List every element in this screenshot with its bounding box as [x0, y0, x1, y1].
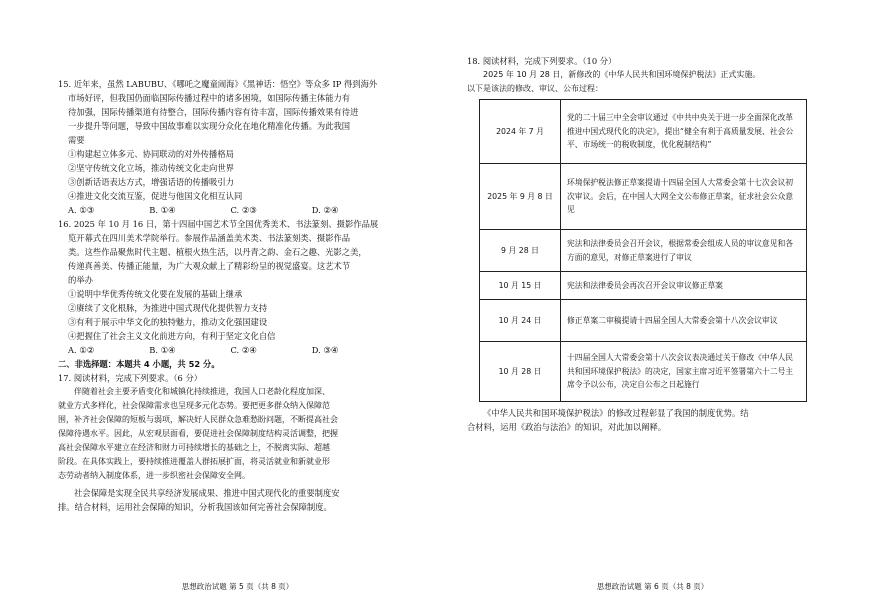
- row-date: 2025 年 9 月 8 日: [480, 164, 561, 230]
- q16-item: ①说明中华优秀传统文化要在发展的基础上继承: [68, 289, 243, 299]
- q15-stem-line: 一步提升等问题，导致中国故事难以实现分众化在地化精准化传播。为此我国: [68, 121, 351, 131]
- q17-header: 17. 阅读材料，完成下列要求。（6 分）: [58, 373, 203, 383]
- q16-stem-line: 览开幕式在四川美术学院举行。参展作品涵盖美术类、书法篆刻类、摄影作品: [68, 233, 351, 243]
- q18-question-line: 《中华人民共和国环境保护税法》的修改过程彰显了我国的制度优势。结: [483, 408, 749, 418]
- table-row: [480, 272, 807, 300]
- q16-item: ④把握住了社会主义文化前进方向，有利于坚定文化自信: [68, 331, 276, 341]
- q16-stem-line: 16. 2025 年 10 月 16 日，第十四届中国艺术节全国优秀美术、书法篆刻、摄影作品展: [58, 219, 379, 229]
- question-18: [467, 54, 819, 434]
- q15-stem-line: 15. 近年来，虽然 LABUBU、《哪吒之魔童闹海》《黑神话：悟空》等众多 IP 得到海外: [58, 79, 378, 89]
- right-column: [467, 54, 819, 434]
- table-row: [480, 342, 807, 402]
- row-date: 10 月 15 日: [480, 272, 561, 300]
- q17-material-line: 高社会保障水平建立在经济和财力可持续增长的基础之上，不脱离实际、超越: [58, 443, 330, 452]
- row-date: 10 月 24 日: [480, 300, 561, 342]
- q16-options: [58, 343, 393, 357]
- q17-material-line: 阶段。在具体实践上，要持续推进覆盖人群拓展扩面，将灵活就业和新就业形: [58, 457, 330, 466]
- q17-material-line: 围，补齐社会保障的短板与弱项，解决好人民群众急难愁盼问题，不断提高社会: [58, 415, 338, 424]
- section-heading: 二、非选择题：本题共 4 小题，共 52 分。: [58, 359, 220, 369]
- table-row: [480, 100, 807, 164]
- question-15: [58, 77, 393, 217]
- q15-stem-line: 市场好评，但我国仍面临国际传播过程中的诸多困境，如国际传播主体能力有: [68, 93, 351, 103]
- q18-timeline-table: [479, 99, 807, 402]
- q16-option-c[interactable]: C. ②④: [230, 345, 257, 355]
- q16-option-a[interactable]: A. ①②: [68, 345, 95, 355]
- q16-stem-line: 类。这些作品聚焦时代主题、植根火热生活，以丹青之韵、金石之趣、光影之美，: [68, 247, 367, 257]
- q16-stem-line: 传递真善美、传播正能量，为广大观众献上了精彩纷呈的视觉盛宴。这艺术节: [68, 261, 351, 271]
- q15-option-c[interactable]: C. ②③: [230, 205, 257, 215]
- left-column: [58, 77, 393, 514]
- row-text: 环境保护税法修正草案提请十四届全国人大常委会第十七次会议初次审议。会后，在中国人大网全文公布修正草案，征求社会公众意见: [561, 164, 807, 230]
- row-date: 10 月 28 日: [480, 342, 561, 402]
- q17-question-line: 社会保障是实现全民共享经济发展成果、推进中国式现代化的重要制度安: [74, 488, 340, 498]
- row-text: 宪法和法律委员会再次召开会议审议修正草案: [561, 272, 807, 300]
- q15-item: ①构建起立体多元、协同联动的对外传播格局: [68, 149, 234, 159]
- q15-option-d[interactable]: D. ②④: [311, 205, 339, 215]
- left-page-footer: 思想政治试题 第 5 页（共 8 页）: [181, 582, 294, 591]
- q18-question-line: 合材料，运用《政治与法治》的知识，对此加以阐释。: [467, 422, 667, 432]
- question-16: [58, 217, 393, 357]
- row-text: 修正草案二审稿提请十四届全国人大常委会第十八次会议审议: [561, 300, 807, 342]
- q15-item: ②坚守传统文化立场，推动传统文化走向世界: [68, 163, 234, 173]
- q15-stem-line: 需要: [68, 135, 85, 145]
- q16-item: ③有利于展示中华文化的独特魅力，推动文化强国建设: [68, 317, 268, 327]
- row-text: 十四届全国人大常委会第十八次会议表决通过关于修改《中华人民共和国环境保护税法》的决定，国家主席习近平签署第六十二号主席令予以公布，决定自公布之日起施行: [561, 342, 807, 402]
- q17-material-line: 态劳动者纳入制度体系，进一步织密社会保障安全网。: [58, 471, 250, 480]
- row-date: 9 月 28 日: [480, 230, 561, 272]
- row-date: 2024 年 7 月: [480, 100, 561, 164]
- q15-option-b[interactable]: B. ①④: [149, 205, 176, 215]
- q16-option-d[interactable]: D. ③④: [311, 345, 339, 355]
- q18-intro-line: 以下是该法的修改、审议、公布过程：: [467, 84, 603, 93]
- q15-option-a[interactable]: A. ①③: [68, 205, 95, 215]
- q15-stem-line: 待加强，国际传播渠道有待整合，国际传播内容有待丰富，国际传播效果有待进: [68, 107, 359, 117]
- row-text: 宪法和法律委员会召开会议，根据常委会组成人员的审议意见和各方面的意见，对修正草案进行了审议: [561, 230, 807, 272]
- right-page-footer: 思想政治试题 第 6 页（共 8 页）: [596, 582, 709, 591]
- q17-material-line: 就业方式多样化，社会保障需求也呈现多元化态势。要把更多群众纳入保障范: [58, 401, 330, 410]
- q17-question-line: 排。结合材料，运用社会保障的知识，分析我国该如何完善社会保障制度。: [58, 502, 332, 512]
- q15-item: ④推进文化交流互鉴，促进与他国文化相互认同: [68, 191, 243, 201]
- right-page: [435, 0, 870, 615]
- q15-item: ③创新话语表达方式，增强话语的传播吸引力: [68, 177, 234, 187]
- table-row: [480, 300, 807, 342]
- q18-intro-line: 2025 年 10 月 28 日，新修改的《中华人民共和国环境保护税法》正式实施。: [483, 70, 761, 79]
- question-17: [58, 371, 393, 514]
- q16-option-b[interactable]: B. ①④: [149, 345, 176, 355]
- q15-options: [58, 203, 393, 217]
- table-row: [480, 230, 807, 272]
- q18-header: 18. 阅读材料，完成下列要求。（10 分）: [467, 56, 617, 66]
- q16-stem-line: 的举办: [68, 275, 93, 285]
- table-row: [480, 164, 807, 230]
- q17-material-line: 保障待遇水平。因此，从宏观层面看，要促进社会保障制度结构灵活调整，把握: [58, 429, 338, 438]
- row-text: 党的二十届三中全会审议通过《中共中央关于进一步全面深化改革 推进中国式现代化的决定》，提出“健全有利于高质量发展、社会公平、市场统一的税收制度，优化税制结构”: [561, 100, 807, 164]
- q17-material-line: 伴随着社会主要矛盾变化和城镇化持续推进，我国人口老龄化程度加深、: [74, 387, 330, 396]
- q16-item: ②赓续了文化根脉，为推进中国式现代化提供智力支持: [68, 303, 268, 313]
